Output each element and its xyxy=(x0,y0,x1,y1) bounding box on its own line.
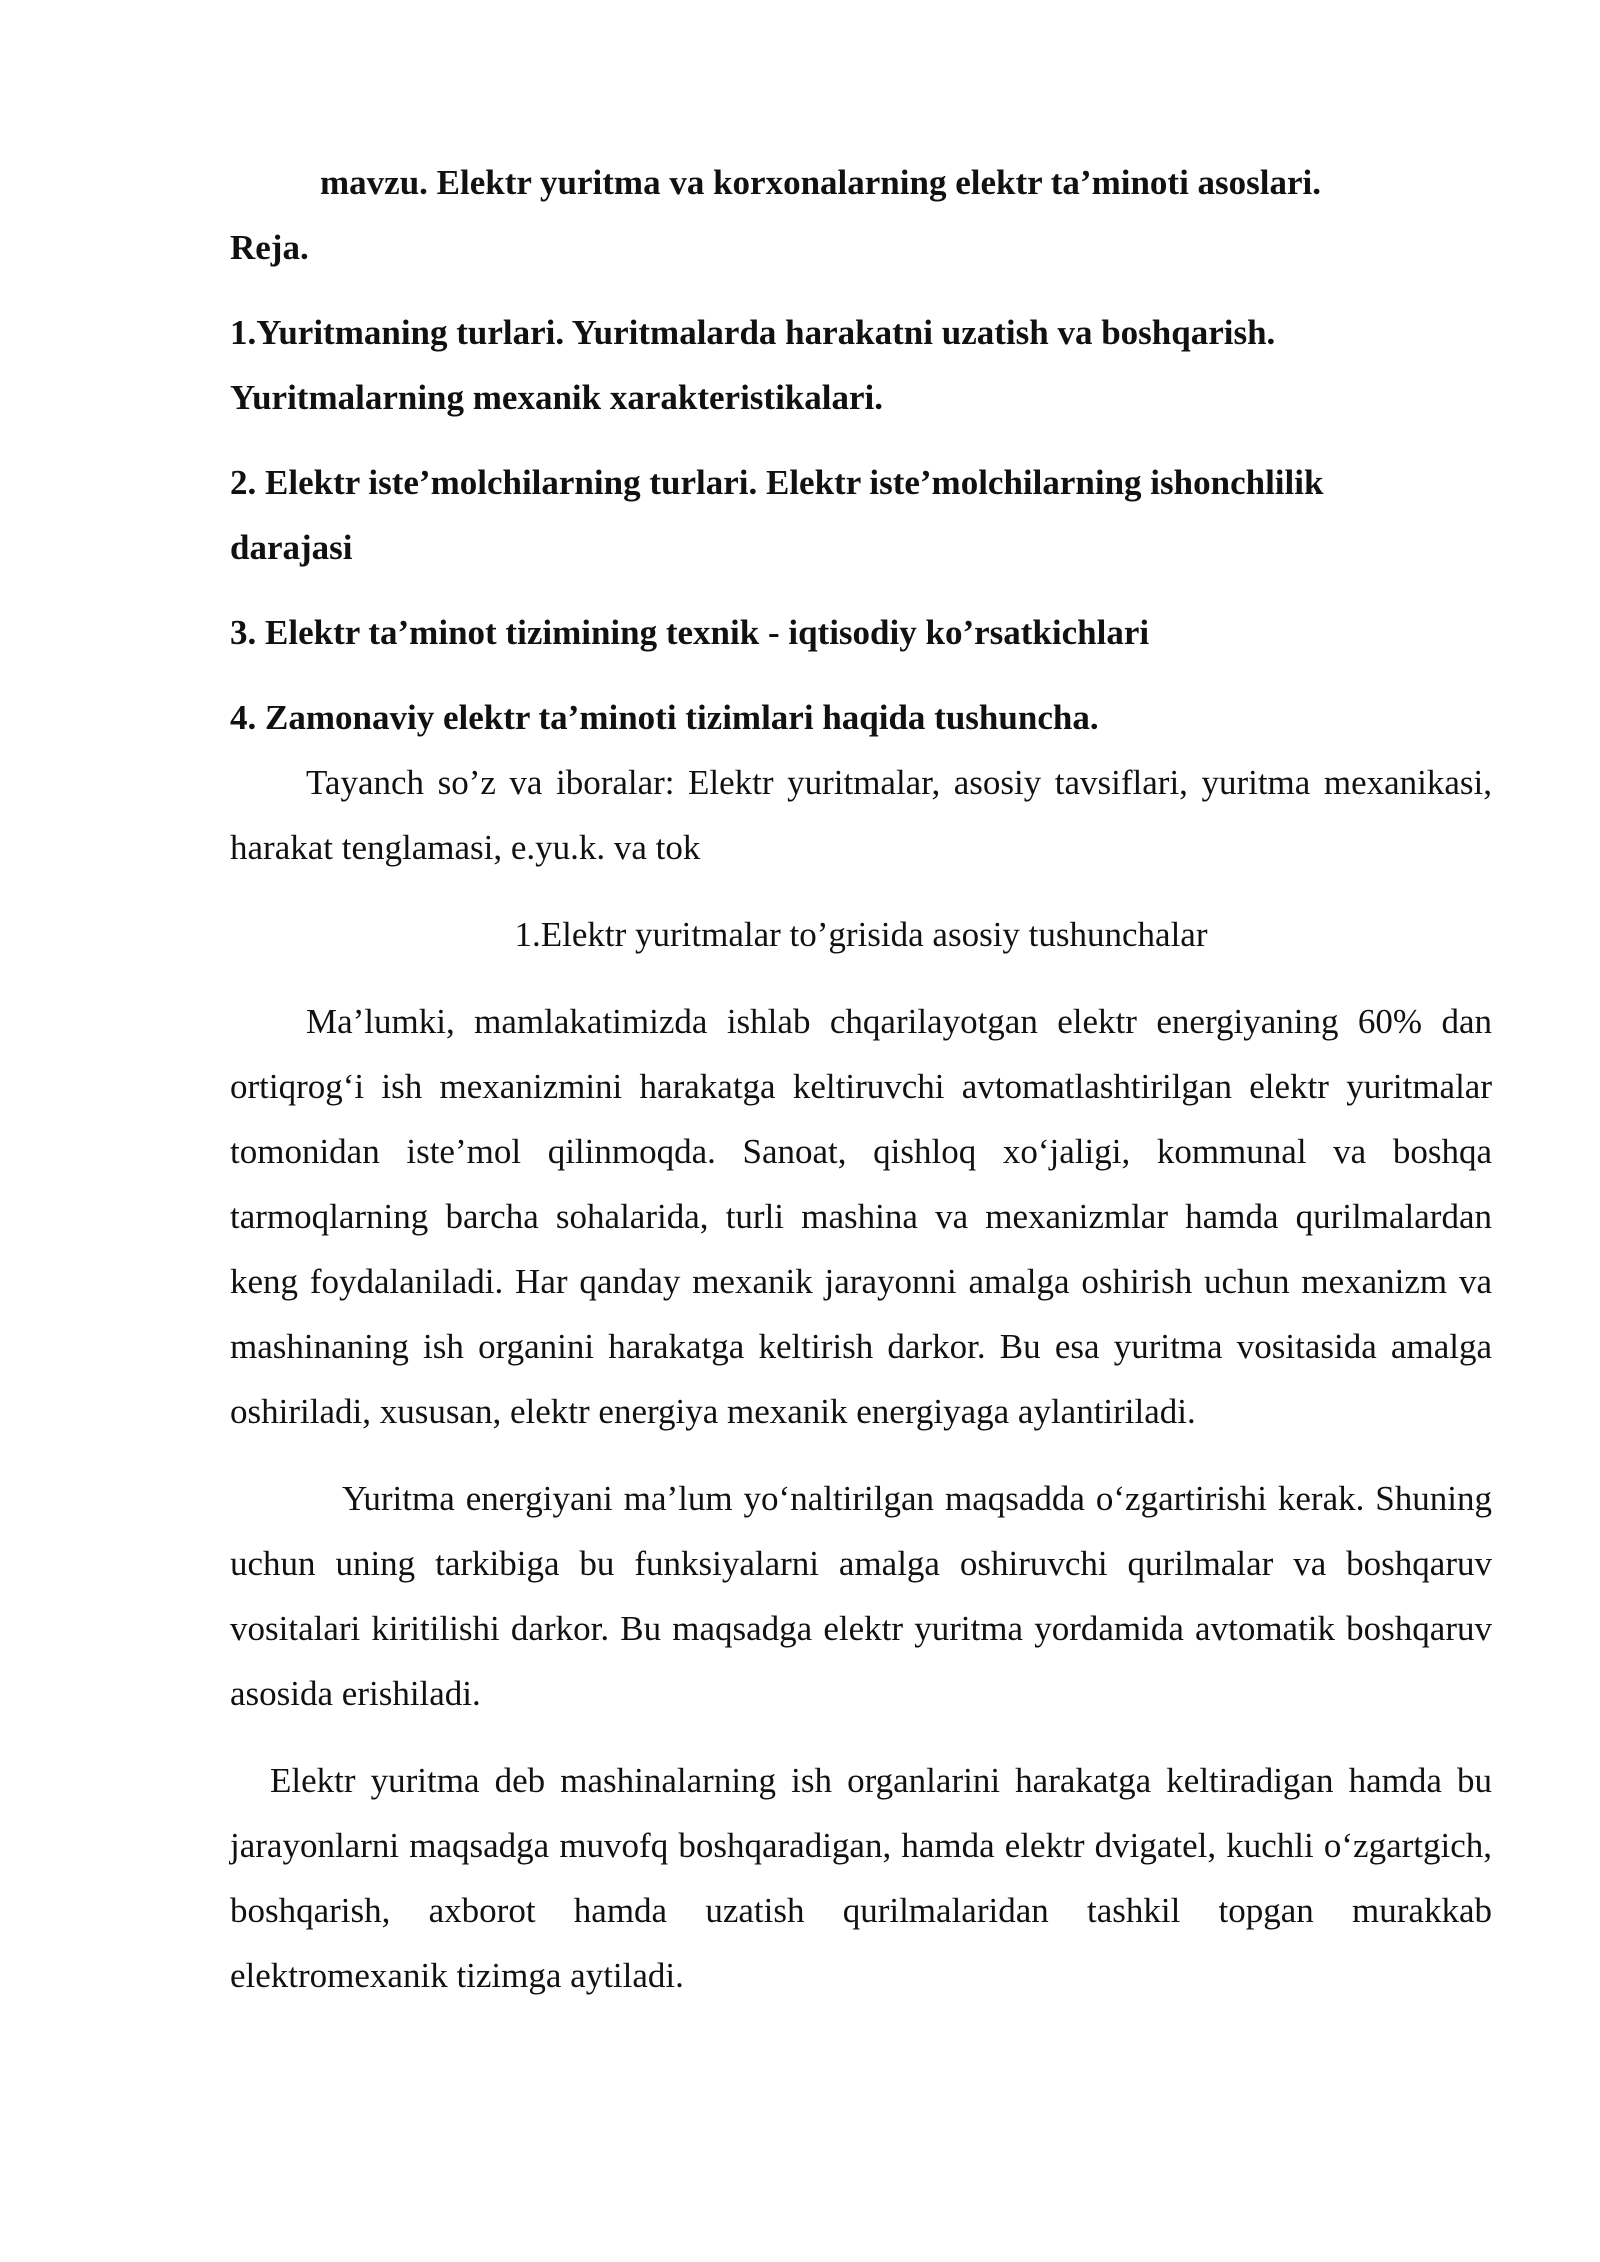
plan-item-3-line-1: 3. Elektr ta’minot tizimining texnik - iqtisodiy ko’rsatkichlari xyxy=(230,613,1150,652)
body-paragraph-3: Elektr yuritma deb mashinalarning ish organlarini harakatga keltiradigan hamda bu jarayonlarni maqsadga muvofq boshqaradigan, hamda elektr dvigatel, kuchli o‘zgartgich, boshqarish, axborot hamda uzatish qurilmalaridan tashkil topgan murakkab elektromexanik tizimga aytiladi. xyxy=(230,1761,1492,1995)
plan-item-2 xyxy=(230,450,1492,580)
plan-item-2-line-2: darajasi xyxy=(230,528,353,567)
plan-item-1 xyxy=(230,300,1492,430)
document-page xyxy=(230,150,1492,2008)
plan-item-4-line-1: 4. Zamonaviy elektr ta’minoti tizimlari haqida tushuncha. xyxy=(230,698,1099,737)
body-paragraph-1: Ma’lumki, mamlakatimizda ishlab chqarilayotgan elektr energiyaning 60% dan ortiqrog‘i ish mexanizmini harakatga keltiruvchi avtomatlashtirilgan elektr yuritmalar tomonidan iste’mol qilinmoqda. Sanoat, qishloq xo‘jaligi, kommunal va boshqa tarmoqlarning barcha sohalarida, turli mashina va mexanizmlar hamda qurilmalardan keng foydalaniladi. Har qanday mexanik jarayonni amalga oshirish uchun mexanizm va mashinaning ish organini harakatga keltirish darkor. Bu esa yuritma vositasida amalga oshiriladi, xususan, elektr energiya mexanik energiyaga aylantiriladi. xyxy=(230,1002,1492,1431)
plan-item-1-line-2: Yuritmalarning mexanik xarakteristikalari. xyxy=(230,378,884,417)
plan-item-2-line-1: 2. Elektr iste’molchilarning turlari. Elektr iste’molchilarning ishonchlilik xyxy=(230,463,1324,502)
keywords-paragraph: Tayanch so’z va iboralar: Elektr yuritmalar, asosiy tavsiflari, yuritma mexanikasi, harakat tenglamasi, e.yu.k. va tok xyxy=(230,763,1492,867)
document-title: mavzu. Elektr yuritma va korxonalarning elektr ta’minoti asoslari. xyxy=(320,163,1322,202)
plan-item-4 xyxy=(230,685,1492,750)
plan-item-1-line-1: 1.Yuritmaning turlari. Yuritmalarda harakatni uzatish va boshqarish. xyxy=(230,313,1276,352)
plan-list xyxy=(230,300,1492,750)
body-paragraph-2: Yuritma energiyani ma’lum yo‘naltirilgan maqsadda o‘zgartirishi kerak. Shuning uchun uning tarkibiga bu funksiyalarni amalga oshiruvchi qurilmalar va boshqaruv vositalari kiritilishi darkor. Bu maqsadga elektr yuritma yordamida avtomatik boshqaruv asosida erishiladi. xyxy=(230,1479,1492,1713)
plan-label: Reja. xyxy=(230,228,309,267)
plan-item-3 xyxy=(230,600,1492,665)
section-heading: 1.Elektr yuritmalar to’grisida asosiy tushunchalar xyxy=(514,915,1208,954)
